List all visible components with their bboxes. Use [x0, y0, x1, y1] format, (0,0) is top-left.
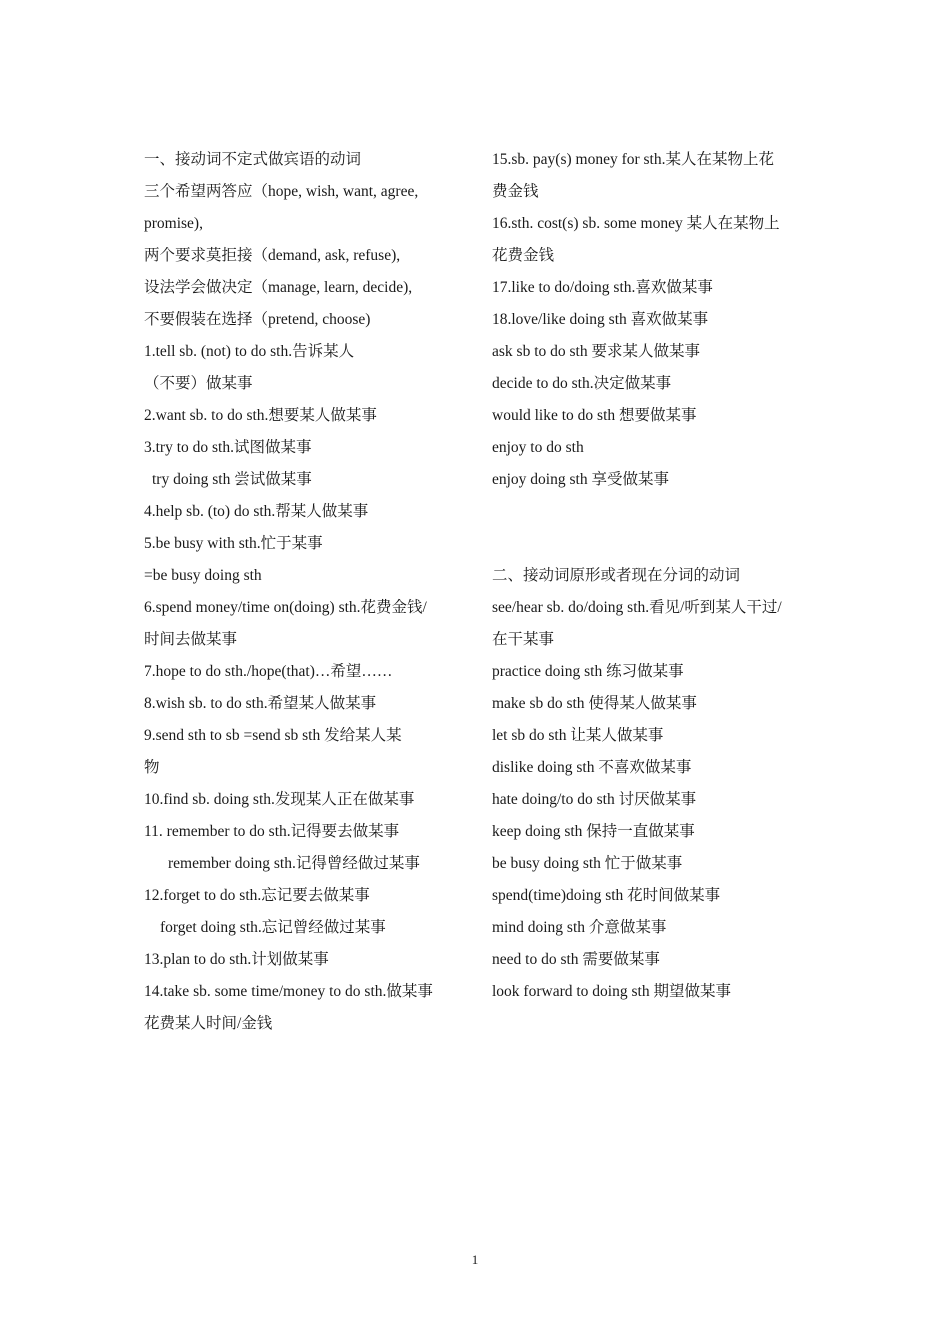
text-line: 16.sth. cost(s) sb. some money 某人在某物上 — [492, 215, 780, 232]
text-line: be busy doing sth 忙于做某事 — [492, 855, 683, 872]
text-line: 15.sb. pay(s) money for sth.某人在某物上花 — [492, 151, 774, 168]
text-line: make sb do sth 使得某人做某事 — [492, 695, 697, 712]
text-line: forget doing sth.忘记曾经做过某事 — [160, 919, 386, 936]
text-line: 12.forget to do sth.忘记要去做某事 — [144, 887, 370, 904]
text-line: 11. remember to do sth.记得要去做某事 — [144, 823, 400, 840]
text-line: 4.help sb. (to) do sth.帮某人做某事 — [144, 503, 369, 520]
text-line: look forward to doing sth 期望做某事 — [492, 983, 731, 1000]
text-line: would like to do sth 想要做某事 — [492, 407, 697, 424]
text-line: enjoy doing sth 享受做某事 — [492, 471, 669, 488]
text-line: 7.hope to do sth./hope(that)…希望…… — [144, 663, 393, 680]
text-line: =be busy doing sth — [144, 567, 262, 584]
text-line: 1.tell sb. (not) to do sth.告诉某人 — [144, 343, 355, 360]
text-line: spend(time)doing sth 花时间做某事 — [492, 887, 721, 904]
text-line: 10.find sb. doing sth.发现某人正在做某事 — [144, 791, 415, 808]
text-line: 花费金钱 — [492, 247, 555, 264]
text-line: 两个要求莫拒接（demand, ask, refuse), — [144, 247, 401, 264]
text-line: practice doing sth 练习做某事 — [492, 663, 684, 680]
text-line: keep doing sth 保持一直做某事 — [492, 823, 695, 840]
text-line: mind doing sth 介意做某事 — [492, 919, 667, 936]
text-line: see/hear sb. do/doing sth.看见/听到某人干过/ — [492, 599, 782, 616]
text-line: 三个希望两答应（hope, wish, want, agree, — [144, 183, 419, 200]
text-line: 3.try to do sth.试图做某事 — [144, 439, 312, 456]
text-line: 2.want sb. to do sth.想要某人做某事 — [144, 407, 377, 424]
text-line: 17.like to do/doing sth.喜欢做某事 — [492, 279, 713, 296]
text-line: remember doing sth.记得曾经做过某事 — [168, 855, 420, 872]
text-line: 花费某人时间/金钱 — [144, 1015, 273, 1032]
text-line: enjoy to do sth — [492, 439, 584, 456]
blank-line — [492, 496, 812, 528]
text-line: 一、接动词不定式做宾语的动词 — [144, 151, 362, 168]
text-line: hate doing/to do sth 讨厌做某事 — [492, 791, 697, 808]
text-line: 6.spend money/time on(doing) sth.花费金钱/ — [144, 599, 427, 616]
blank-line — [492, 528, 812, 560]
text-line: 二、接动词原形或者现在分词的动词 — [492, 567, 741, 584]
text-line: promise), — [144, 215, 203, 232]
text-line: 9.send sth to sb =send sb sth 发给某人某 — [144, 727, 402, 744]
text-line: 不要假装在选择（pretend, choose) — [144, 311, 371, 328]
text-line: try doing sth 尝试做某事 — [152, 471, 312, 488]
text-line: dislike doing sth 不喜欢做某事 — [492, 759, 692, 776]
text-line: 5.be busy with sth.忙于某事 — [144, 535, 323, 552]
text-line: ask sb to do sth 要求某人做某事 — [492, 343, 700, 360]
text-line: 时间去做某事 — [144, 631, 238, 648]
text-line: 18.love/like doing sth 喜欢做某事 — [492, 311, 709, 328]
page-number: 1 — [471, 1252, 479, 1267]
text-line: 14.take sb. some time/money to do sth.做某事 — [144, 983, 433, 1000]
right-column — [492, 144, 812, 1008]
text-line: 费金钱 — [492, 183, 539, 200]
text-line: 13.plan to do sth.计划做某事 — [144, 951, 329, 968]
text-line: 8.wish sb. to do sth.希望某人做某事 — [144, 695, 377, 712]
text-line: need to do sth 需要做某事 — [492, 951, 660, 968]
text-line: 设法学会做决定（manage, learn, decide), — [144, 279, 413, 296]
text-line: let sb do sth 让某人做某事 — [492, 727, 664, 744]
text-line: （不要）做某事 — [144, 375, 253, 392]
text-line: 在干某事 — [492, 631, 555, 648]
text-line: 物 — [144, 759, 160, 776]
left-column — [144, 144, 464, 1040]
text-line: decide to do sth.决定做某事 — [492, 375, 672, 392]
